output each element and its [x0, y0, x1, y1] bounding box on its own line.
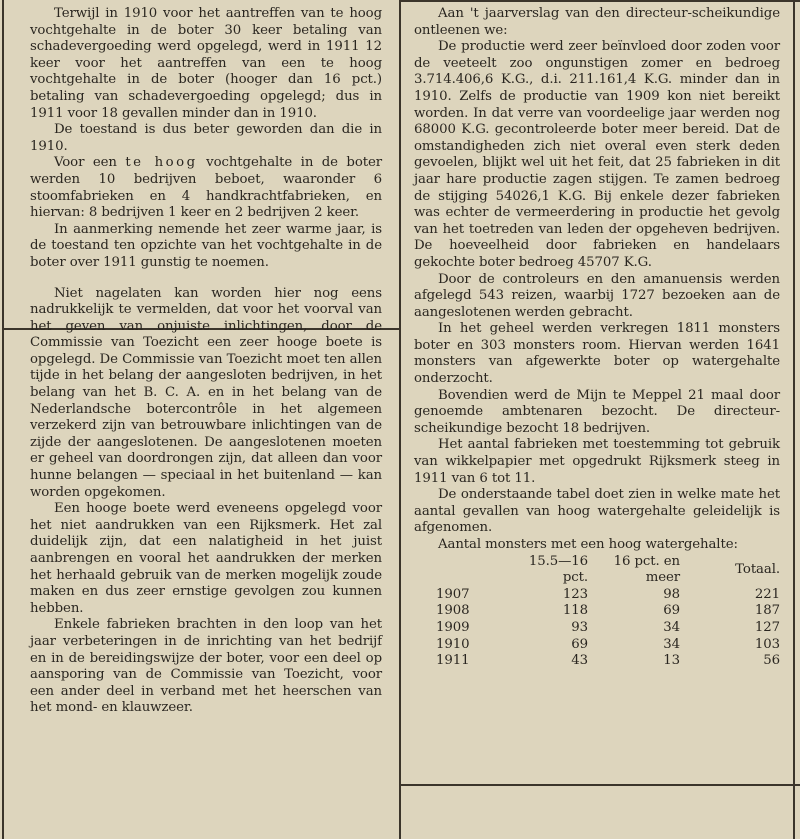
- spaced-emphasis: te hoog: [125, 155, 198, 171]
- paragraph: Aantal monsters met een hoog watergehalte:: [438, 537, 738, 552]
- paragraph: De toestand is dus beter geworden dan die in 1910.: [30, 122, 382, 154]
- table-row: [436, 653, 780, 670]
- table-cell-year: 1911: [436, 653, 470, 669]
- table-cell: 43: [571, 653, 588, 669]
- table-header-cell: 16 pct. en meer: [613, 553, 680, 586]
- table-cell: 69: [571, 636, 588, 652]
- table-cell-year: 1910: [436, 636, 470, 652]
- table-header-row: [436, 554, 780, 587]
- table-cell: 127: [754, 619, 780, 635]
- table-cell: 118: [562, 603, 588, 619]
- table-cell: 13: [663, 653, 680, 669]
- paragraph: Bovendien werd de Mijn te Meppel 21 maal door genoemde ambtenaren bezocht. De directeur-scheikundige bezocht 18 bedrijven.: [414, 387, 780, 436]
- table-cell-year: 1908: [436, 603, 470, 619]
- paragraph: De productie werd zeer beïnvloed door zoden voor de veeteelt zoo ongunstigen zomer en bedroeg 3.714.406,6 K.G., d.i. 211.161,4 K.G. minder dan in 1910. Zelfs de productie van 1909 kon niet bereikt worden. In dat verre van voordeelige jaar werden nog 68000 K.G. gecontroleerde boter meer bereid. Dat de omstandigheden zich niet overal even sterk deden gevoelen, blijkt wel uit het feit, dat 25 fabrieken in dit jaar hare productie zagen stijgen. Te zamen bedroeg de stijging 54026,1 K.G. Bij enkele dezer fabrieken was echter de vermeerdering in productie het gevolg van het toetreden van leden der opgeheven bedrijven. De hoeveelheid door fabrieken en handelaars gekochte boter bedroeg 45707 K.G.: [414, 39, 780, 270]
- paragraph: Niet nagelaten kan worden hier nog eens nadrukkelijk te vermelden, dat voor het voorval van het geven van onjuiste inlichtingen, door de Commissie van Toezicht een zeer hooge boete is opgelegd. De Commissie van Toezicht moet ten allen tijde in het belang der aangesloten bedrijven, in het belang van het B. C. A. en in het belang van de Nederlandsche botercontrôle in het algemeen verzekerd zijn van betrouwbare inlichtingen van de zijde der aangeslotenen. De aangeslotenen moeten er geheel van doordrongen zijn, dat alleen dan voor hunne belangen — speciaal in het buitenland — kan worden opgekomen.: [30, 285, 382, 500]
- left-column: [30, 6, 382, 717]
- table-row: [436, 603, 780, 620]
- paragraph: [30, 155, 382, 221]
- text-run: vochtgehalte in de boter werden 10 bedrijven beboet, waaronder 6 stoomfabrieken en 4 handkrachtfabrieken, en hiervan: 8 bedrijven 1 keer en 2 bedrijven 2 keer.: [30, 155, 383, 221]
- table-cell: 123: [562, 586, 588, 602]
- paragraph: In het geheel werden verkregen 1811 monsters boter en 303 monsters room. Hiervan werden 1641 monsters van afgewerkte boter op watergehalte onderzocht.: [414, 321, 780, 387]
- table-cell: 98: [663, 586, 680, 602]
- column-rule-left: [2, 0, 4, 839]
- table-cell: 34: [663, 636, 680, 652]
- right-column: [414, 6, 780, 670]
- table-header-cell: Totaal.: [735, 561, 780, 577]
- table-header-cell: [436, 554, 510, 587]
- paragraph: De onderstaande tabel doet zien in welke mate het aantal gevallen van hoog watergehalte geleidelijk is afgenomen.: [414, 487, 780, 536]
- table-cell: 221: [754, 586, 780, 602]
- paragraph: Een hooge boete werd eveneens opgelegd voor het niet aandrukken van een Rijksmerk. Het zal duidelijk zijn, dat een nalatigheid in het juist aanbrengen en vooral het aandrukken der merken het herhaald gebruik van de merken mogelijk zoude maken en dus zeer ernstige gevolgen zou kunnen hebben.: [30, 501, 382, 616]
- text-run: Voor een: [54, 155, 126, 171]
- table-cell: 93: [571, 619, 588, 635]
- table-header-cell: 15.5—16 pct.: [528, 553, 588, 586]
- paragraph: Enkele fabrieken brachten in den loop van het jaar verbeteringen in de inrichting van het bedrijf en in de bereidingswijze der boter, voor een deel op aansporing van de Commissie van Toezicht, voor een ander deel in verband met het heerschen van het mond- en klauwzeer.: [30, 617, 382, 716]
- rule-top-right: [400, 0, 800, 2]
- table-cell: 103: [754, 636, 780, 652]
- column-rule-middle: [399, 0, 401, 839]
- table-row: [436, 620, 780, 637]
- table-cell: 56: [763, 653, 780, 669]
- rule-bottom-right: [400, 784, 800, 786]
- table-cell: 187: [754, 603, 780, 619]
- paragraph: Het aantal fabrieken met toestemming tot gebruik van wikkelpapier met opgedrukt Rijksmerk steeg in 1911 van 6 tot 11.: [414, 437, 780, 486]
- table-cell: 69: [663, 603, 680, 619]
- paragraph: Door de controleurs en den amanuensis werden afgelegd 543 reizen, waarbij 1727 bezoeken aan de aangeslotenen werden gebracht.: [414, 271, 780, 320]
- table-cell: 34: [663, 619, 680, 635]
- table-row: [436, 587, 780, 604]
- table-cell-year: 1907: [436, 586, 470, 602]
- table-row: [436, 637, 780, 654]
- paragraph: Aan 't jaarverslag van den directeur-scheikundige ontleenen we:: [414, 6, 780, 38]
- paragraph: Terwijl in 1910 voor het aantreffen van te hoog vochtgehalte in de boter 30 keer betaling van schadevergoeding werd opgelegd, werd in 1911 12 keer voor het aantreffen van een te hoog vochtgehalte in de boter (hooger dan 16 pct.) betaling van schadevergoeding opgelegd; dus in 1911 voor 18 gevallen minder dan in 1910.: [30, 6, 382, 121]
- water-content-table: [436, 554, 780, 670]
- paragraph: In aanmerking nemende het zeer warme jaar, is de toestand ten opzichte van het vochtgehalte in de boter over 1911 gunstig te noemen.: [30, 221, 382, 270]
- column-rule-right: [793, 0, 795, 839]
- table-cell-year: 1909: [436, 619, 470, 635]
